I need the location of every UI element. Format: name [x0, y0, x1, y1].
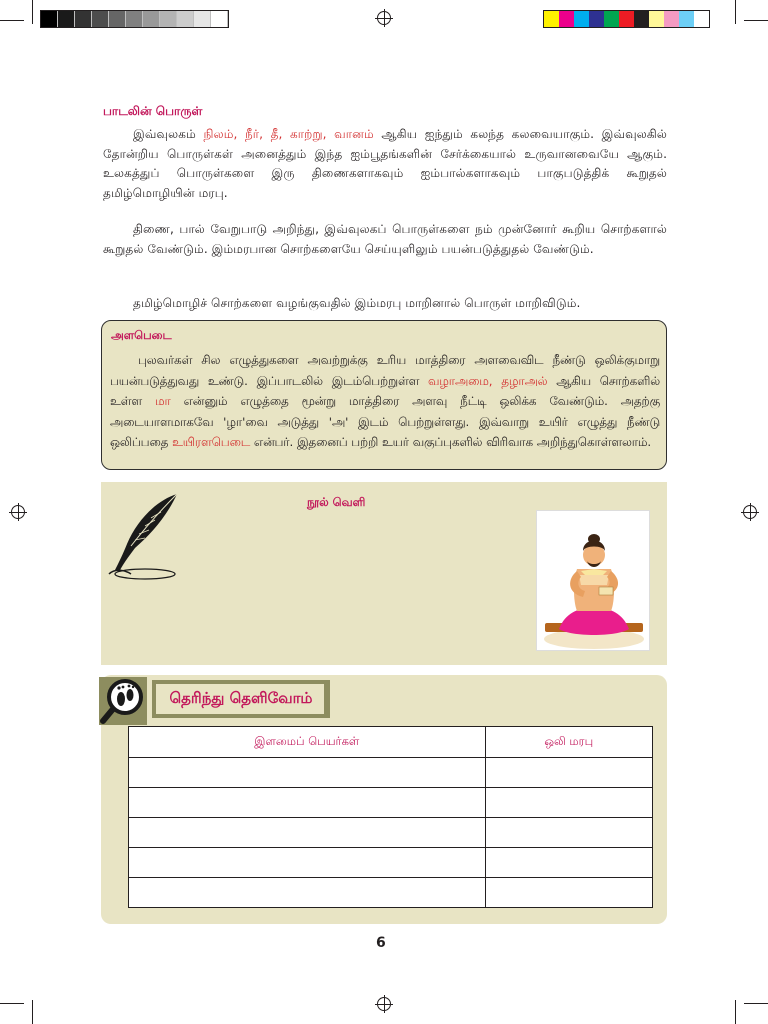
alapedai-text: [110, 350, 660, 453]
meaning-paragraph-2: [103, 220, 667, 259]
table-cell[interactable]: [485, 848, 652, 878]
crop-mark: [735, 1000, 736, 1024]
meaning-paragraph-1: [103, 125, 667, 203]
therindhu-title: தெரிந்து தெளிவோம்: [169, 689, 313, 707]
column-header-young-names: இளமைப் பெயர்கள்: [129, 727, 486, 758]
table-row: [129, 848, 653, 878]
meaning-text: இவ்வுலகம்: [133, 127, 196, 141]
five-elements: நிலம், நீர், தீ, காற்று, வானம்: [203, 127, 374, 141]
alapedai-title: அளபெடை: [111, 328, 172, 342]
table-cell[interactable]: [129, 818, 486, 848]
table-row: [129, 788, 653, 818]
crop-mark: [32, 1000, 33, 1024]
young-names-table: [128, 726, 653, 908]
crop-mark: [0, 20, 24, 21]
poet-figure: [537, 511, 650, 651]
page-number: 6: [376, 935, 386, 951]
crop-mark: [735, 0, 736, 24]
nool-veli-box: [101, 482, 667, 665]
poet-portrait: [536, 510, 650, 651]
table-row: [129, 818, 653, 848]
table-cell[interactable]: [129, 758, 486, 788]
table-cell[interactable]: [485, 788, 652, 818]
quill-pen-icon: [105, 490, 183, 582]
table-row: [129, 878, 653, 908]
alapedai-text-part: ஆகிய சொற்களில் உள்ள: [110, 373, 660, 408]
gray-calibration-strip: [40, 10, 229, 28]
crop-mark: [32, 0, 33, 24]
alapedai-text-part: என்னும் எழுத்தை மூன்று மாத்திரை அளவு நீட்டி ஒலிக்க வேண்டும். அதற்கு அடையாளமாகவே 'ழா'வை அடுத்து 'அ' இடம் பெற்றுள்ளது. இவ்வாறு உயிர் எழுத்து நீண்டு ஒலிப்பதை: [110, 394, 661, 449]
meaning-paragraph-3: [103, 294, 667, 314]
crop-mark: [744, 20, 768, 21]
alapedai-term: உயிரளபெடை: [172, 435, 251, 449]
table-row: [129, 758, 653, 788]
color-calibration-strip: [543, 10, 710, 28]
alapedai-text-part: என்பர். இதனைப் பற்றி உயர் வகுப்புகளில் விரிவாக அறிந்துகொள்ளலாம்.: [253, 435, 652, 449]
alapedai-example-words: வழாஅமை, தழாஅல்: [428, 373, 548, 388]
table-cell[interactable]: [485, 758, 652, 788]
registration-mark-icon: [11, 505, 25, 519]
footprint-magnifier-icon: [99, 677, 147, 725]
crop-mark: [0, 1003, 24, 1004]
table-cell[interactable]: [129, 848, 486, 878]
table-header-row: [129, 727, 653, 758]
column-header-sound-tradition: ஒலி மரபு: [485, 727, 652, 758]
meaning-text: திணை, பால் வேறுபாடு அறிந்து, இவ்வுலகப் பொருள்களை நம் முன்னோர் கூறிய சொற்களால் கூறுதல் வேண்டும். இம்மரபான சொற்களையே செய்யுளிலும் பயன்படுத்துதல் வேண்டும்.: [103, 222, 667, 256]
registration-mark-icon: [377, 11, 391, 25]
nool-veli-title: நூல் வெளி: [307, 495, 366, 509]
alapedai-text-part: புலவர்கள் சில எழுத்துகளை அவற்றுக்கு உரிய மாத்திரை அளவைவிட நீண்டு ஒலிக்குமாறு பயன்படுத்துவது உண்டு. இப்பாடலில் இடம்பெற்றுள்ள: [110, 353, 660, 388]
meaning-text: தமிழ்மொழிச் சொற்களை வழங்குவதில் இம்மரபு மாறினால் பொருள் மாறிவிடும்.: [133, 296, 581, 310]
meaning-text: ஆகிய ஐந்தும் கலந்த கலவையாகும். இவ்வுலகில் தோன்றிய பொருள்கள் அனைத்தும் இந்த ஐம்பூதங்களின் சேர்க்கையால் உருவானவையே ஆகும். உலகத்துப் பொருள்களை இரு திணைகளாகவும் ஐம்பால்களாகவும் பாகுபடுத்திக் கூறுதல் தமிழ்மொழியின் மரபு.: [103, 127, 668, 200]
registration-mark-icon: [377, 997, 391, 1011]
alapedai-box: [101, 320, 667, 470]
table-cell[interactable]: [129, 878, 486, 908]
table-cell[interactable]: [485, 818, 652, 848]
registration-mark-icon: [743, 505, 757, 519]
therindhu-banner: [152, 680, 330, 718]
alapedai-example-letter: மா: [154, 394, 171, 408]
table-cell[interactable]: [129, 788, 486, 818]
crop-mark: [744, 1003, 768, 1004]
section-heading: பாடலின் பொருள்: [103, 104, 203, 118]
table-cell[interactable]: [485, 878, 652, 908]
